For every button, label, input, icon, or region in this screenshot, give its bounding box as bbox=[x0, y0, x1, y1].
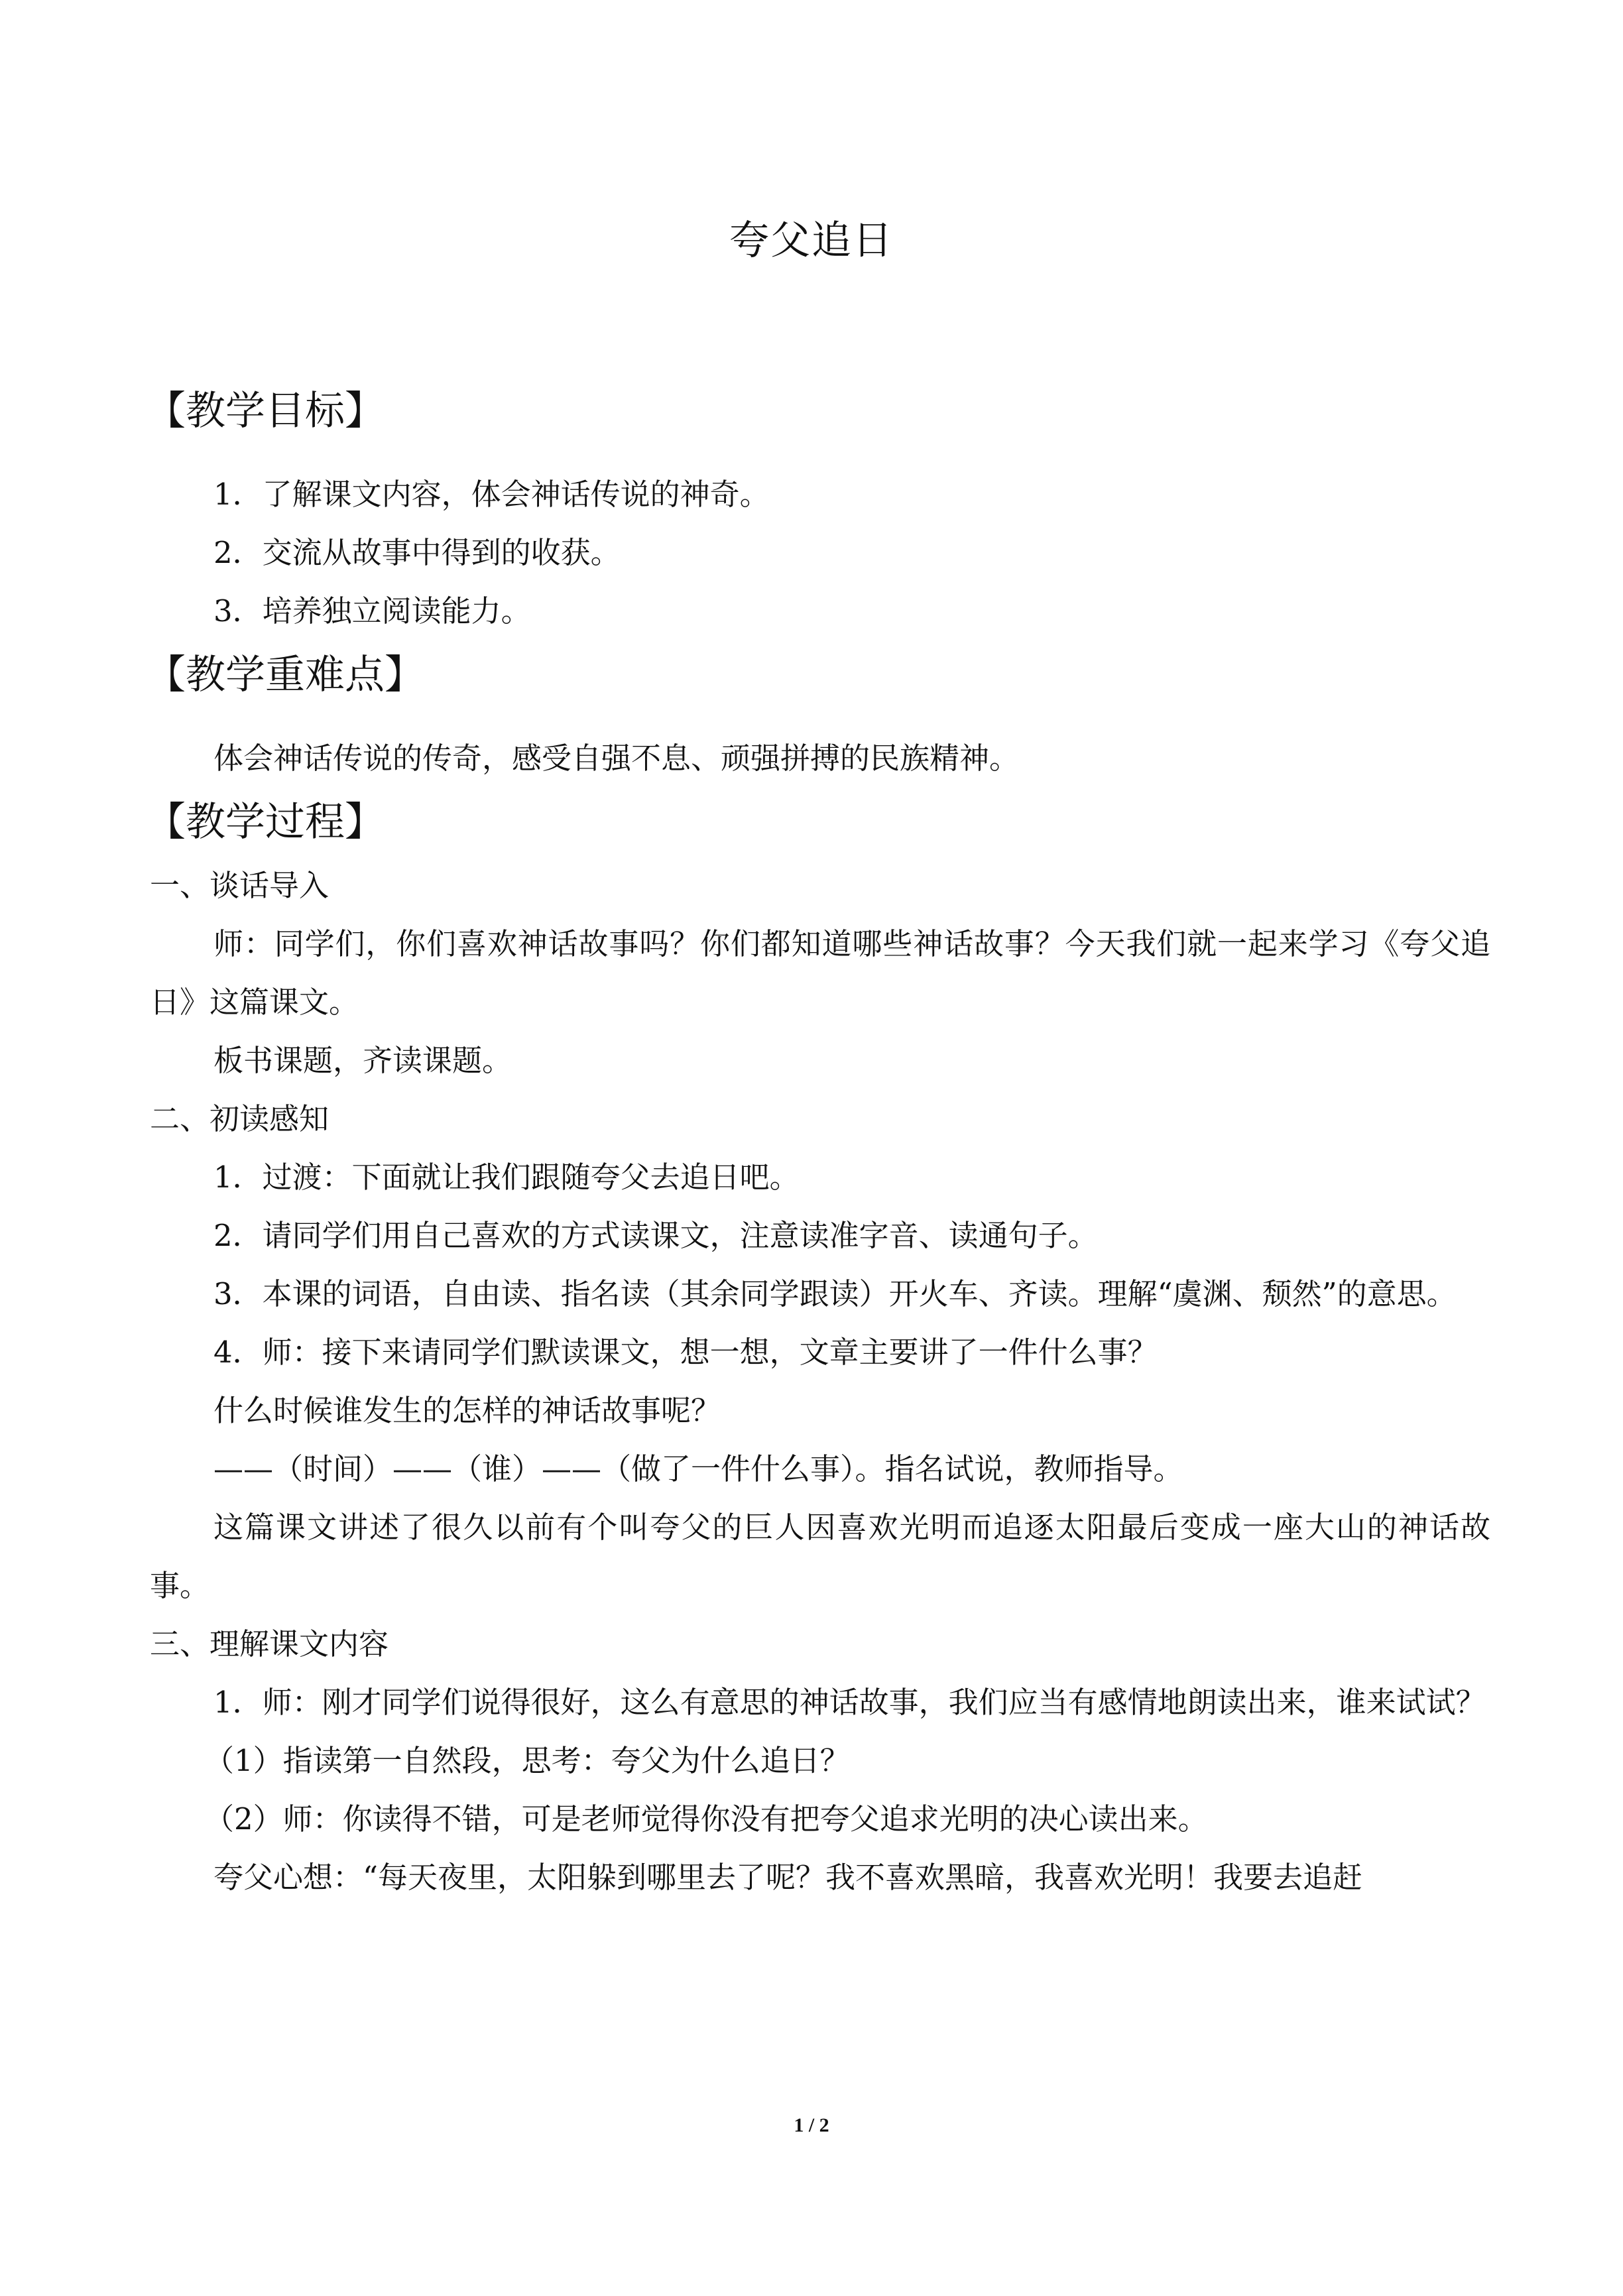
goal-item-3: 3．培养独立阅读能力。 bbox=[213, 593, 531, 629]
understanding-sub-2: （2）师：你读得不错，可是老师觉得你没有把夸父追求光明的决心读出来。 bbox=[204, 1801, 1208, 1837]
paragraph-question: 什么时候谁发生的怎样的神话故事呢？ bbox=[213, 1393, 721, 1428]
page-number: 1 / 2 bbox=[794, 2114, 829, 2136]
document-body bbox=[146, 377, 1490, 1907]
section-title-intro: 一、谈话导入 bbox=[150, 868, 330, 903]
heading-key-points: 【教学重难点】 bbox=[146, 652, 424, 698]
section-title-understanding: 三、理解课文内容 bbox=[150, 1626, 389, 1662]
first-reading-item-4: 4．师：接下来请同学们默读课文，想一想，文章主要讲了一件什么事？ bbox=[213, 1335, 1158, 1370]
paragraph-summary: 这篇课文讲述了很久以前有个叫夸父的巨人因喜欢光明而追逐太阳最后变成一座大山的神话故事。 bbox=[150, 1510, 1490, 1603]
first-reading-item-2: 2．请同学们用自己喜欢的方式读课文，注意读准字音、读通句子。 bbox=[213, 1218, 1098, 1253]
first-reading-item-1: 1．过渡：下面就让我们跟随夸父去追日吧。 bbox=[213, 1160, 800, 1195]
paragraph-intro-teacher: 师：同学们，你们喜欢神话故事吗？你们都知道哪些神话故事？今天我们就一起来学习《夸父追日》这篇课文。 bbox=[150, 926, 1490, 1020]
paragraph-intro-board: 板书课题，齐读课题。 bbox=[213, 1043, 512, 1078]
understanding-item-1: 1．师：刚才同学们说得很好，这么有意思的神话故事，我们应当有感情地朗读出来，谁来试试？ bbox=[213, 1685, 1486, 1720]
paragraph-pattern: ——（时间）——（谁）——（做了一件什么事）。指名试说，教师指导。 bbox=[213, 1451, 1183, 1486]
section-title-first-reading: 二、初读感知 bbox=[150, 1101, 330, 1136]
document-title: 夸父追日 bbox=[729, 217, 894, 264]
heading-teaching-process: 【教学过程】 bbox=[146, 799, 385, 845]
paragraph-kuafu-thought: 夸父心想：“每天夜里，太阳躲到哪里去了呢？我不喜欢黑暗，我喜欢光明！我要去追赶 bbox=[213, 1860, 1363, 1895]
understanding-sub-1: （1）指读第一自然段，思考：夸父为什么追日？ bbox=[204, 1743, 850, 1778]
heading-teaching-goals: 【教学目标】 bbox=[146, 388, 385, 434]
first-reading-item-3: 3．本课的词语，自由读、指名读（其余同学跟读）开火车、齐读。理解“虞渊、颓然”的意思。 bbox=[213, 1276, 1457, 1311]
goal-item-1: 1．了解课文内容，体会神话传说的神奇。 bbox=[213, 477, 770, 512]
goal-item-2: 2．交流从故事中得到的收获。 bbox=[213, 535, 621, 570]
key-points-text: 体会神话传说的传奇，感受自强不息、顽强拼搏的民族精神。 bbox=[213, 741, 1020, 776]
